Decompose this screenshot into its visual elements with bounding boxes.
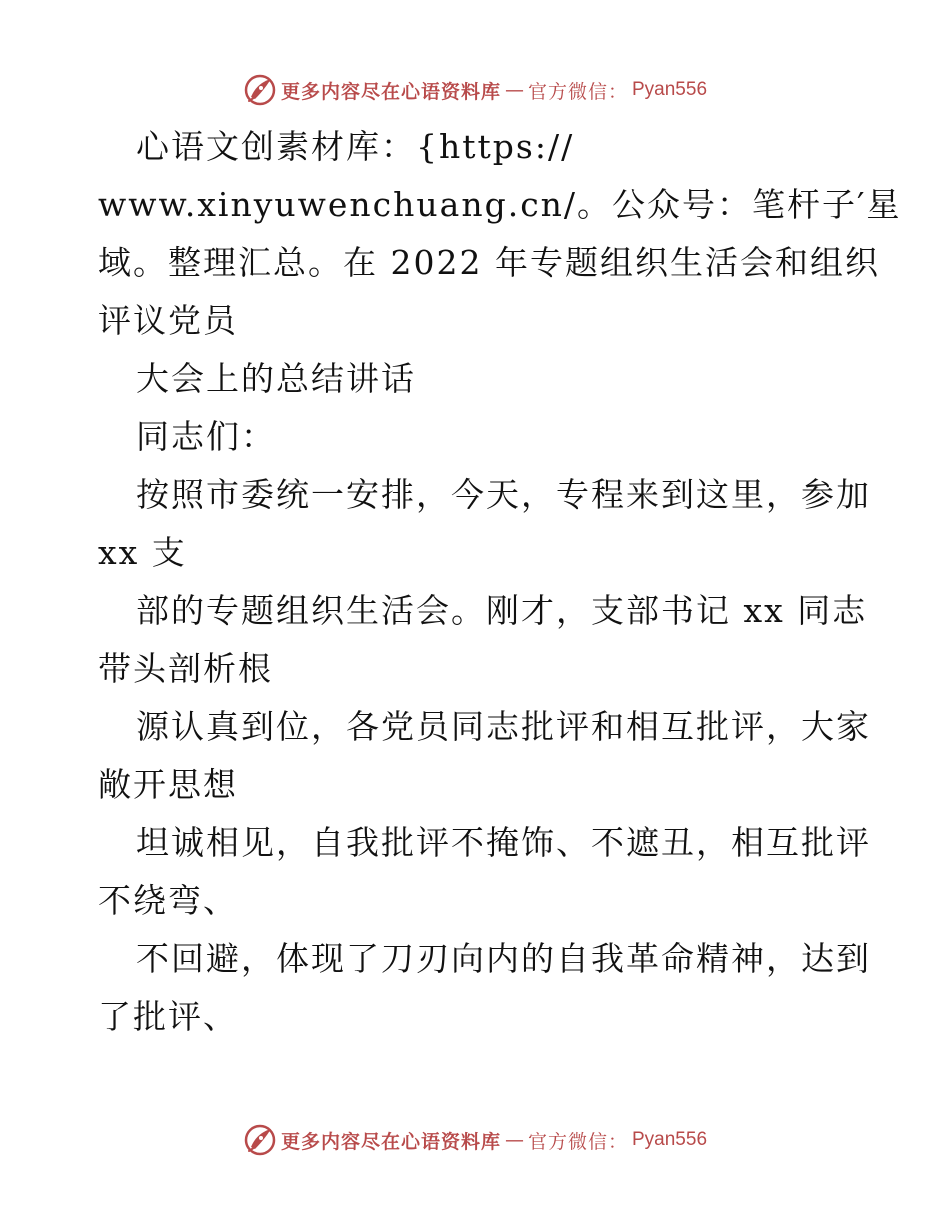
header-banner-official: 官方微信： <box>527 80 628 103</box>
text-line: xx 支 <box>98 533 187 572</box>
text-line: 不回避，体现了刀刃向内的自我革命精神，达到 <box>136 939 871 978</box>
text-line: 带头剖析根 <box>98 649 273 688</box>
header-banner-content <box>243 73 707 107</box>
text-line: 源认真到位，各党员同志批评和相互批评，大家 <box>136 707 871 746</box>
text-line: 敞开思想 <box>98 765 238 804</box>
text-line: 不绕弯、 <box>98 881 238 920</box>
text-line: 部的专题组织生活会。刚才，支部书记 xx 同志 <box>136 591 868 630</box>
text-line: 同志们： <box>136 417 276 456</box>
text-line: 评议党员 <box>98 301 238 340</box>
footer-banner-wechat-id: Pyan556 <box>632 1129 708 1150</box>
text-line: 域。整理汇总。在 2022 年专题组织生活会和组织 <box>98 243 880 282</box>
footer-banner <box>0 1120 950 1160</box>
footer-banner-official: 官方微信： <box>527 1130 628 1153</box>
footer-banner-content <box>243 1123 707 1157</box>
header-banner-text: 更多内容尽在心语资料库 <box>280 80 501 103</box>
pen-nib-logo-icon <box>243 1123 277 1157</box>
header-banner-dash: — <box>504 79 524 101</box>
text-line: 大会上的总结讲话 <box>136 359 416 398</box>
header-banner <box>0 70 950 110</box>
footer-banner-text: 更多内容尽在心语资料库 <box>280 1130 501 1153</box>
header-banner-wechat-id: Pyan556 <box>632 79 708 100</box>
text-line: 了批评、 <box>98 997 238 1036</box>
text-line: www.xinyuwenchuang.cn/。公众号：笔杆子′星 <box>98 185 902 224</box>
text-line: 心语文创素材库：{https:// <box>136 127 575 166</box>
document-body <box>98 118 902 1046</box>
footer-banner-dash: — <box>504 1129 524 1151</box>
pen-nib-logo-icon <box>243 73 277 107</box>
text-line: 按照市委统一安排，今天，专程来到这里，参加 <box>136 475 871 514</box>
text-line: 坦诚相见，自我批评不掩饰、不遮丑，相互批评 <box>136 823 871 862</box>
